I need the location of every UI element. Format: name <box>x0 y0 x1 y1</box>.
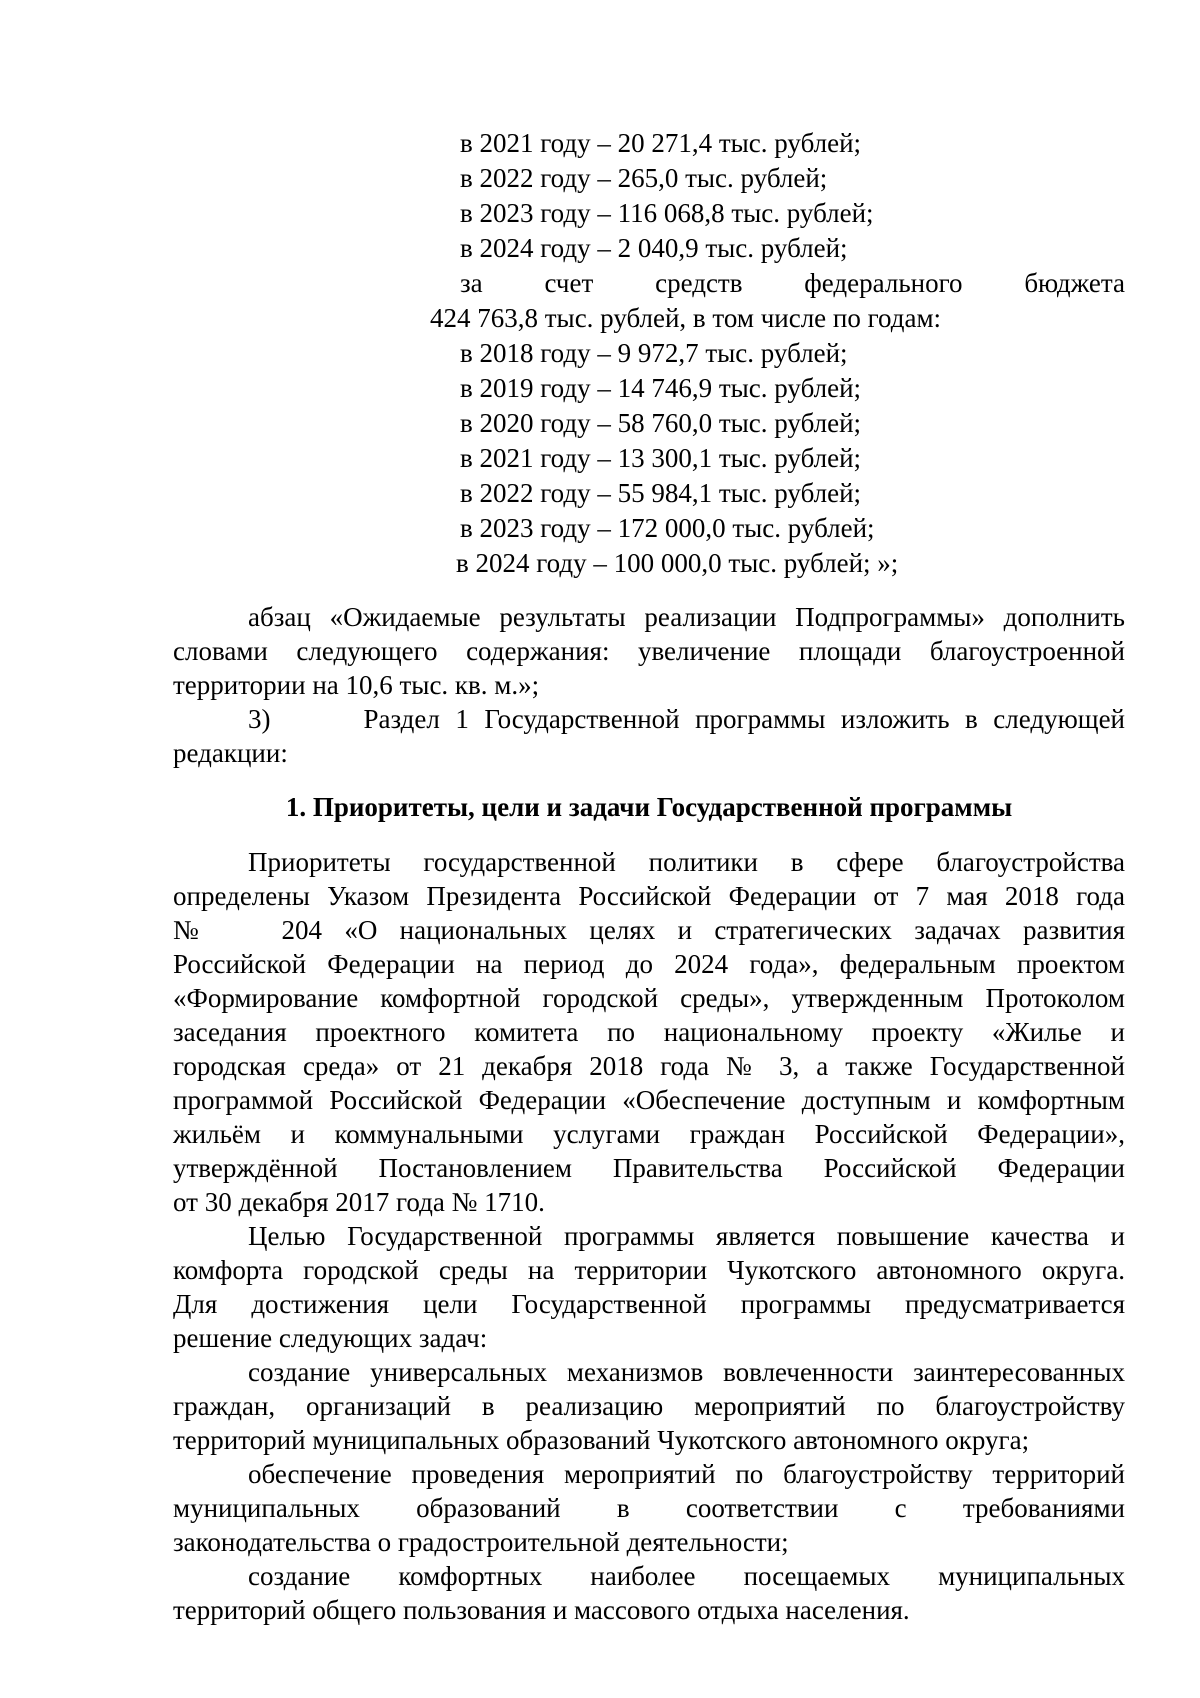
priorities-line-5: «Формирование комфортной городской среды», утвержденным Протоколом <box>173 983 1125 1013</box>
amend-line-2: словами следующего содержания: увеличение площади благоустроенной <box>173 636 1125 666</box>
budget-line-2024: в 2024 году – 2 040,9 тыс. рублей; <box>460 233 848 263</box>
priorities-line-6: заседания проектного комитета по национальному проекту «Жилье и <box>173 1017 1125 1047</box>
priorities-line-9: жильём и коммунальными услугами граждан Российской Федерации», <box>173 1119 1125 1149</box>
goal-line-3: Для достижения цели Государственной программы предусматривается <box>173 1289 1125 1319</box>
task2-line-3: законодательства о градостроительной деятельности; <box>173 1527 789 1557</box>
federal-line-2022: в 2022 году – 55 984,1 тыс. рублей; <box>460 478 862 508</box>
item3-line-1: 3) Раздел 1 Государственной программы изложить в следующей <box>248 704 1125 734</box>
task3-line-1: создание комфортных наиболее посещаемых муниципальных <box>248 1561 1125 1591</box>
amend-line-3: территории на 10,6 тыс. кв. м.»; <box>173 670 540 700</box>
task3-line-2: территорий общего пользования и массового отдыха населения. <box>173 1595 910 1625</box>
task2-line-1: обеспечение проведения мероприятий по благоустройству территорий <box>248 1459 1125 1489</box>
federal-line-2021: в 2021 году – 13 300,1 тыс. рублей; <box>460 443 862 473</box>
priorities-line-2: определены Указом Президента Российской Федерации от 7 мая 2018 года <box>173 881 1125 911</box>
budget-line-2022: в 2022 году – 265,0 тыс. рублей; <box>460 163 828 193</box>
federal-intro-line1: за счет средств федерального бюджета <box>460 268 1125 298</box>
task1-line-2: граждан, организаций в реализацию мероприятий по благоустройству <box>173 1391 1125 1421</box>
priorities-line-11: от 30 декабря 2017 года № 1710. <box>173 1187 545 1217</box>
priorities-line-1: Приоритеты государственной политики в сфере благоустройства <box>248 847 1125 877</box>
goal-line-1: Целью Государственной программы является повышение качества и <box>248 1221 1125 1251</box>
federal-line-2020: в 2020 году – 58 760,0 тыс. рублей; <box>460 408 862 438</box>
federal-intro-line2: 424 763,8 тыс. рублей, в том числе по годам: <box>430 303 942 333</box>
item3-line-2: редакции: <box>173 738 288 768</box>
priorities-line-7: городская среда» от 21 декабря 2018 года № 3, а также Государственной <box>173 1051 1125 1081</box>
goal-line-4: решение следующих задач: <box>173 1323 488 1353</box>
section-heading: 1. Приоритеты, цели и задачи Государственной программы <box>285 792 1013 822</box>
amend-line-1: абзац «Ожидаемые результаты реализации Подпрограммы» дополнить <box>248 602 1125 632</box>
priorities-line-8: программой Российской Федерации «Обеспечение доступным и комфортным <box>173 1085 1125 1115</box>
federal-line-2018: в 2018 году – 9 972,7 тыс. рублей; <box>460 338 848 368</box>
federal-line-2019: в 2019 году – 14 746,9 тыс. рублей; <box>460 373 862 403</box>
budget-line-2021: в 2021 году – 20 271,4 тыс. рублей; <box>460 128 862 158</box>
task2-line-2: муниципальных образований в соответствии с требованиями <box>173 1493 1125 1523</box>
federal-line-2024: в 2024 году – 100 000,0 тыс. рублей; »; <box>456 548 899 578</box>
priorities-line-10: утверждённой Постановлением Правительства Российской Федерации <box>173 1153 1125 1183</box>
priorities-line-4: Российской Федерации на период до 2024 года», федеральным проектом <box>173 949 1125 979</box>
priorities-line-3: № 204 «О национальных целях и стратегических задачах развития <box>173 915 1125 945</box>
federal-line-2023: в 2023 году – 172 000,0 тыс. рублей; <box>460 513 875 543</box>
goal-line-2: комфорта городской среды на территории Чукотского автономного округа. <box>173 1255 1125 1285</box>
task1-line-3: территорий муниципальных образований Чукотского автономного округа; <box>173 1425 1030 1455</box>
task1-line-1: создание универсальных механизмов вовлеченности заинтересованных <box>248 1357 1125 1387</box>
budget-line-2023: в 2023 году – 116 068,8 тыс. рублей; <box>460 198 874 228</box>
